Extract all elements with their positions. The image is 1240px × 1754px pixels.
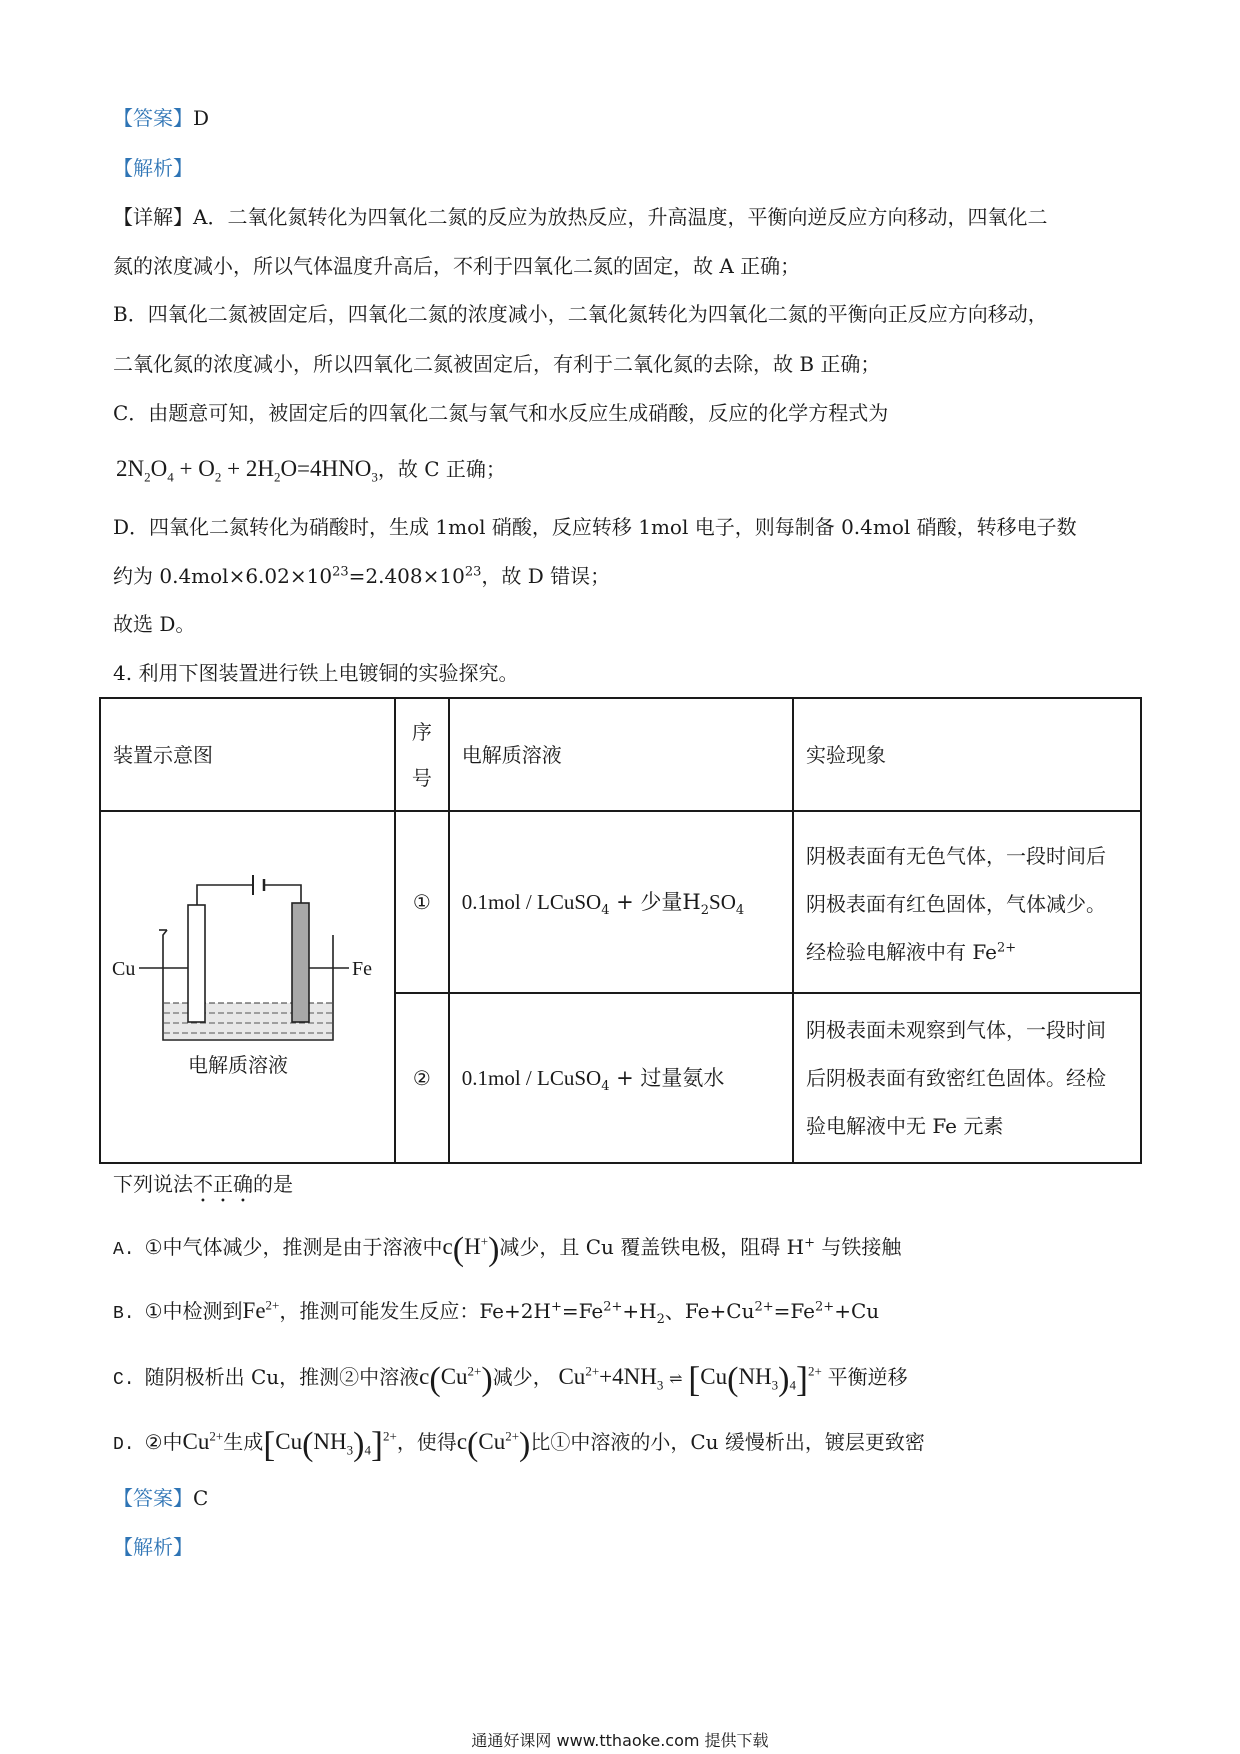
detail-a-text: A．二氧化氮转化为四氧化二氮的反应为放热反应，升高温度，平衡向逆反应方向移动，四氧化二 — [193, 205, 1048, 229]
choice-d-formula: $c(Cu^{2+})$ — [456, 1426, 531, 1463]
choice-b-text7: +Cu — [834, 1299, 880, 1323]
prompt-a: 下列说法 — [113, 1172, 193, 1196]
choice-b-text3: =Fe — [561, 1299, 604, 1323]
chemical-equation — [116, 455, 506, 483]
choice-a-text3: 与铁接触 — [815, 1235, 902, 1259]
question-stem: 4. 利用下图装置进行铁上电镀铜的实验探究。 — [113, 661, 519, 685]
choice-b-fe-ion: $Fe^{2+}$ — [242, 1297, 280, 1323]
choice-a: A. ①中气体减少，推测是由于溶液中c(H+)减少，且 Cu 覆盖铁电极，阻碍 H+ 与铁接触 — [113, 1231, 902, 1268]
choice-a-text2: 减少，且 Cu 覆盖铁电极，阻碍 H — [499, 1235, 805, 1259]
detail-d-line2 — [113, 562, 610, 590]
detail-b-line1: B．四氧化二氮被固定后，四氧化二氮的浓度减小，二氧化氮转化为四氧化二氮的平衡向正反应方向移动， — [113, 302, 1048, 326]
row2-phenomenon-1: 阴极表面未观察到气体，一段时间 — [805, 1018, 1106, 1042]
choice-c-equilibrium: $Cu^{2+}+4NH_3$ ⇌ $[Cu(NH_3)_4]^{2+}$ — [552, 1359, 822, 1399]
row1-phenomenon-1: 阴极表面有无色气体，一段时间后 — [805, 844, 1106, 868]
choice-b-text2: ，推测可能发生反应：Fe+2H — [279, 1299, 551, 1323]
choice-c-text1: 随阴极析出 Cu，推测②中溶液 — [144, 1365, 420, 1389]
choice-a-formula: c(H+) — [442, 1231, 500, 1268]
question-prompt — [113, 1170, 293, 1207]
iron-electrode — [292, 903, 309, 1022]
page-footer: 通通好课网 www.tthaoke.com 提供下载 — [471, 1731, 769, 1750]
choice-b: B. ①中检测到$Fe^{2+}$，推测可能发生反应：$Fe+2H^+=Fe^{2+}+H_2$、$Fe+Cu^{2+}=Fe^{2+}+Cu$ — [113, 1297, 880, 1327]
d-text-b: =2.408×10 — [348, 564, 465, 588]
detail-label: 【详解】 — [113, 205, 193, 229]
answer-value: D — [193, 106, 210, 130]
choice-d — [113, 1424, 925, 1464]
choice-d-text1: ②中 — [144, 1430, 183, 1454]
electroplating-apparatus-diagram — [101, 815, 394, 1159]
choice-c — [113, 1359, 908, 1399]
row1-phenomenon-3-wrap: 经检验电解液中有 $Fe^{2+}$ — [805, 940, 1017, 964]
diagram-caption: 电解质溶液 — [188, 1053, 288, 1077]
conclusion: 故选 D。 — [113, 612, 196, 636]
answer-label-2: 【答案】 — [113, 1486, 193, 1510]
experiment-table — [99, 697, 1142, 1164]
analysis-label: 【解析】 — [113, 156, 193, 180]
row1-phenomenon-3: 经检验电解液中有 Fe — [805, 940, 997, 964]
analysis-label-2: 【解析】 — [113, 1535, 193, 1559]
d-text-a: 约为 0.4mol×6.02×10 — [113, 564, 333, 588]
equation-suffix: ，故 C 正确； — [377, 457, 506, 481]
detail-a-line1 — [113, 203, 1047, 231]
choice-b-text4: +H — [622, 1299, 657, 1323]
equation-formula: $2N_2O_4 + O_2 + 2H_2O=4HNO_3$ — [116, 456, 378, 485]
row1-solution-b: + 少量H — [609, 890, 701, 914]
copper-electrode — [188, 905, 205, 1022]
choice-c-label: C. — [113, 1370, 135, 1390]
detail-d-line1: D．四氧化二氮转化为硝酸时，生成 1mol 硝酸，反应转移 1mol 电子，则每制备 0.4mol 硝酸，转移电子数 — [113, 515, 1077, 539]
choice-d-text2: 生成 — [223, 1430, 264, 1454]
choice-d-text3: ，使得 — [396, 1430, 457, 1454]
detail-b-line2: 二氧化氮的浓度减小，所以四氧化二氮被固定后，有利于二氧化氮的去除，故 B 正确； — [113, 352, 881, 376]
choice-d-cu-ion: $Cu^{2+}$ — [182, 1428, 224, 1454]
choice-c-text2: 减少， — [492, 1365, 553, 1389]
header-phenomenon: 实验现象 — [793, 698, 1141, 811]
exponent: 23 — [464, 564, 482, 580]
row1-phenomenon — [793, 811, 1141, 993]
row1-solution-a: 0.1mol / LCuSO — [461, 890, 602, 914]
answer-line-2 — [113, 1484, 208, 1512]
choice-b-text5: 、Fe+Cu — [664, 1299, 755, 1323]
row2-seq: ② — [395, 993, 449, 1163]
choice-a-label: A. — [113, 1240, 135, 1260]
choice-d-complex: $[Cu(NH_3)_4]^{2+}$ — [263, 1424, 397, 1464]
row1-phenomenon-2: 阴极表面有红色固体，气体减少。 — [805, 892, 1106, 916]
header-solution: 电解质溶液 — [449, 698, 793, 811]
choice-b-text1: ①中检测到 — [144, 1299, 243, 1323]
detail-a-line2: 氮的浓度减小，所以气体温度升高后，不利于四氧化二氮的固定，故 A 正确； — [113, 254, 801, 278]
row2-phenomenon-3: 验电解液中无 Fe 元素 — [805, 1114, 1004, 1138]
choice-a-text1: ①中气体减少，推测是由于溶液中 — [144, 1235, 443, 1259]
row2-phenomenon — [793, 993, 1141, 1163]
choice-d-text4: 比①中溶液的小，Cu 缓慢析出，镀层更致密 — [530, 1430, 925, 1454]
exponent: 23 — [332, 564, 349, 580]
cu-label: Cu — [112, 958, 136, 980]
row2-phenomenon-2: 后阴极表面有致密红色固体。经检 — [805, 1066, 1106, 1090]
d-text-c: ，故 D 错误； — [481, 564, 611, 588]
header-seq — [395, 698, 449, 811]
prompt-c: 的是 — [253, 1172, 293, 1196]
choice-c-text3: 平衡逆移 — [827, 1365, 908, 1389]
answer-label: 【答案】 — [113, 106, 193, 130]
row2-solution-b: + 过量氨水 — [609, 1066, 725, 1090]
choice-b-label: B. — [113, 1304, 135, 1324]
table-row — [100, 811, 1141, 993]
answer-value-2: C — [193, 1486, 209, 1510]
prompt-emphasis: 不正确 — [193, 1172, 253, 1196]
choice-b-text6: =Fe — [773, 1299, 816, 1323]
row2-solution-a: 0.1mol / LCuSO — [461, 1066, 602, 1090]
answer-line — [113, 104, 209, 132]
apparatus-cell — [100, 811, 395, 1163]
choice-c-formula: $c(Cu^{2+})$ — [419, 1361, 493, 1398]
row1-seq: ① — [395, 811, 449, 993]
table-header-row — [100, 698, 1141, 811]
row2-solution: 0.1mol / LCuSO$_4$ + 过量氨水 — [449, 993, 793, 1163]
row1-solution-c: SO — [709, 890, 736, 914]
header-seq-top: 序 — [411, 719, 432, 744]
detail-c-line1: C．由题意可知，被固定后的四氧化二氮与氧气和水反应生成硝酸，反应的化学方程式为 — [113, 401, 889, 425]
choice-d-label: D. — [113, 1435, 135, 1455]
header-diagram: 装置示意图 — [100, 698, 395, 811]
header-seq-bottom: 号 — [411, 765, 432, 790]
row1-solution: 0.1mol / LCuSO$_4$ + 少量$H_2SO_4$ — [449, 811, 793, 993]
fe-label: Fe — [352, 958, 372, 980]
